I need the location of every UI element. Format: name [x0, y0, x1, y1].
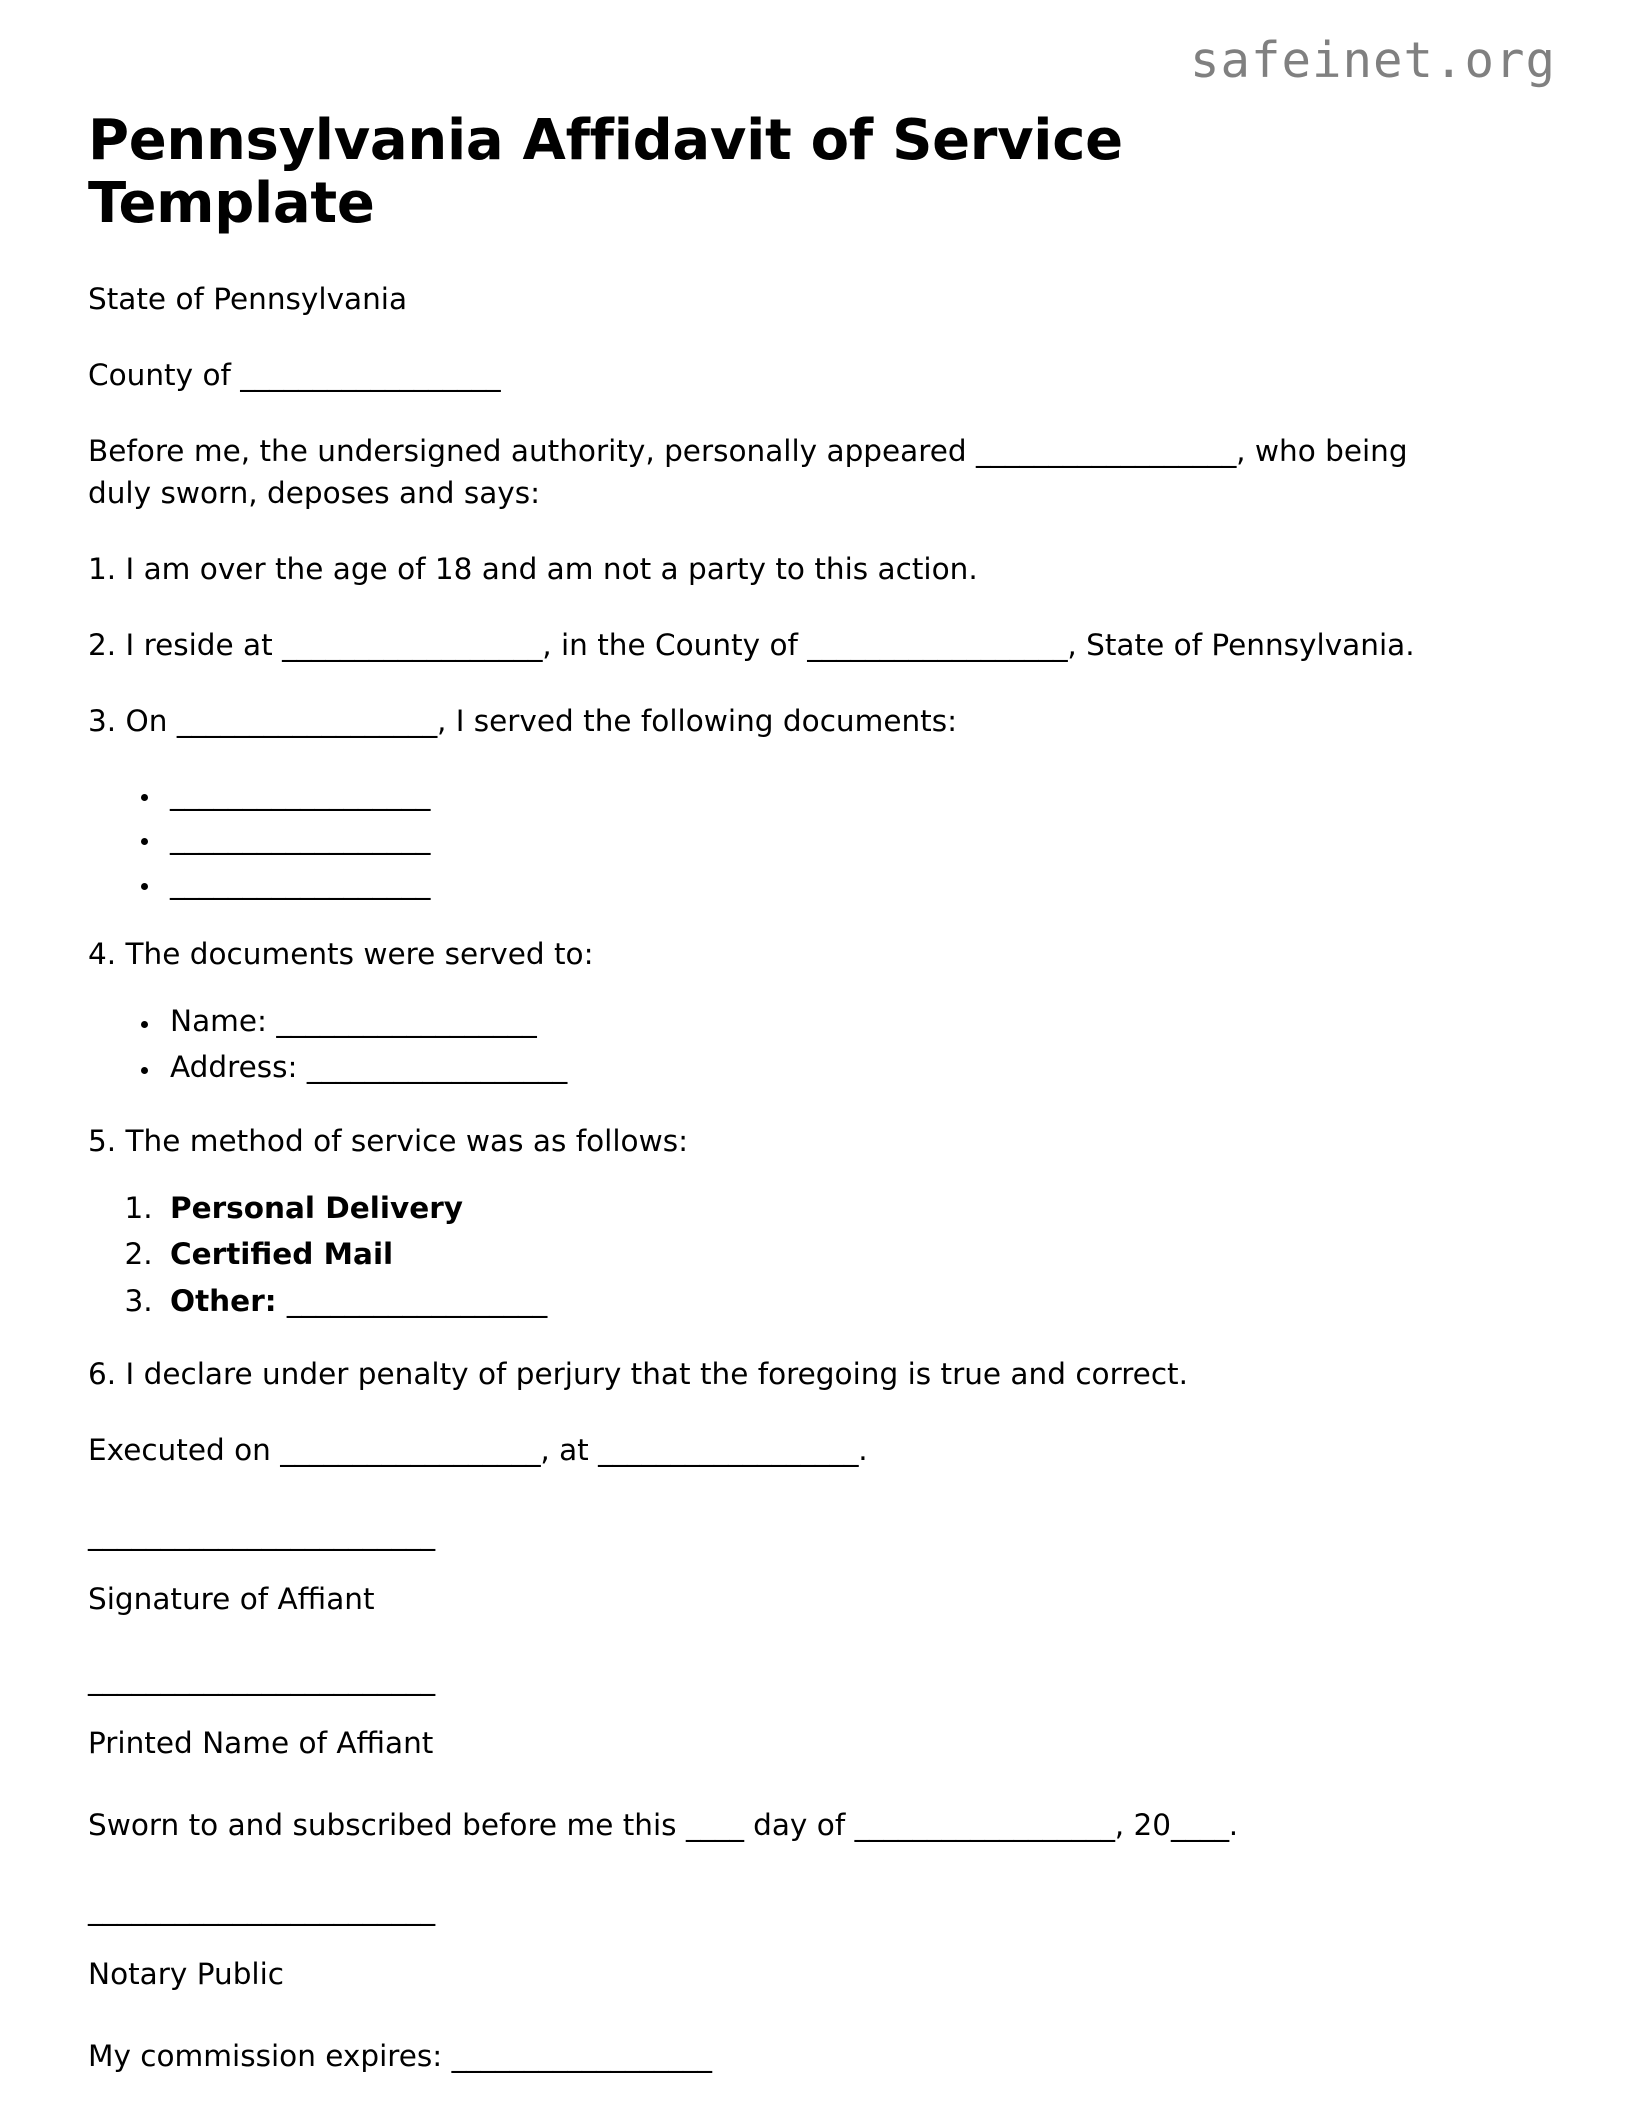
- item-6: 6. I declare under penalty of perjury that the foregoing is true and correct.: [88, 1357, 1188, 1392]
- item-2: [88, 625, 1418, 667]
- item-2-middle: , in the County of: [542, 627, 808, 662]
- method-other-label: Other:: [170, 1283, 287, 1318]
- method-personal-delivery-label: Personal Delivery: [170, 1190, 464, 1225]
- sworn-day-blank[interactable]: ____: [685, 1808, 744, 1843]
- intro-prefix: Before me, the undersigned authority, personally appeared: [88, 434, 976, 469]
- county-line: [88, 355, 1418, 397]
- page-title: Pennsylvania Affidavit of Service Template: [88, 108, 1123, 236]
- executed-place-blank[interactable]: __________________: [598, 1432, 859, 1467]
- item-3-suffix: , I served the following documents:: [436, 703, 958, 738]
- sworn-suffix: .: [1228, 1808, 1239, 1843]
- served-to-address-blank[interactable]: __________________: [306, 1050, 567, 1085]
- service-method-list: [88, 1187, 1556, 1322]
- sworn-statement-line: [88, 1805, 1418, 1847]
- item-3: [88, 701, 1418, 743]
- method-other-blank[interactable]: __________________: [286, 1283, 547, 1318]
- list-item: [162, 1000, 1556, 1042]
- commission-label: My commission expires:: [88, 2038, 452, 2073]
- spacer: [88, 1506, 1556, 1516]
- executed-line: [88, 1430, 1418, 1472]
- sworn-prefix: Sworn to and subscribed before me this: [88, 1808, 686, 1843]
- sworn-month-blank[interactable]: __________________: [854, 1808, 1115, 1843]
- item-4: 4. The documents were served to:: [88, 936, 594, 971]
- list-item[interactable]: [162, 1280, 1556, 1322]
- state-line: State of Pennsylvania: [88, 282, 408, 317]
- sworn-middle: day of: [743, 1808, 855, 1843]
- served-to-list: [88, 1000, 1556, 1089]
- executed-middle: , at: [540, 1432, 599, 1467]
- document-blank-1[interactable]: __________________: [170, 776, 431, 811]
- list-item[interactable]: [162, 1187, 1556, 1229]
- spacer: [88, 1881, 1556, 1891]
- item-5: 5. The method of service was as follows:: [88, 1123, 689, 1158]
- sworn-year-prefix: , 20: [1114, 1808, 1171, 1843]
- sworn-year-blank[interactable]: ____: [1170, 1808, 1229, 1843]
- item-1: 1. I am over the age of 18 and am not a party to this action.: [88, 551, 978, 586]
- affiant-printed-name-caption: Printed Name of Affiant: [88, 1726, 434, 1761]
- county-label: County of: [88, 358, 241, 393]
- method-certified-mail-label: Certified Mail: [170, 1237, 394, 1272]
- served-to-name-blank[interactable]: __________________: [276, 1003, 537, 1038]
- served-documents-list: [88, 773, 1556, 904]
- document-blank-2[interactable]: __________________: [170, 821, 431, 856]
- notary-signature-rule[interactable]: ________________________: [88, 1892, 435, 1927]
- executed-suffix: .: [858, 1432, 868, 1467]
- served-to-address-label: Address:: [170, 1050, 307, 1085]
- executed-date-blank[interactable]: __________________: [280, 1432, 541, 1467]
- document-body: [88, 235, 1556, 2077]
- notary-caption: Notary Public: [88, 1957, 285, 1992]
- item-2-suffix: , State of Pennsylvania.: [1067, 627, 1415, 662]
- residence-blank[interactable]: __________________: [282, 627, 543, 662]
- item-3-prefix: 3. On: [88, 703, 177, 738]
- affiant-signature-rule[interactable]: ________________________: [88, 1516, 435, 1551]
- list-item: [162, 862, 1556, 904]
- affiant-name-blank[interactable]: __________________: [976, 434, 1237, 469]
- list-item: [162, 773, 1556, 815]
- affiant-signature-caption: Signature of Affiant: [88, 1581, 375, 1616]
- executed-prefix: Executed on: [88, 1432, 281, 1467]
- list-item: [162, 817, 1556, 859]
- site-watermark: safeinet.org: [1189, 32, 1556, 89]
- intro-paragraph: [88, 431, 1418, 515]
- list-item[interactable]: [162, 1233, 1556, 1275]
- commission-expires-blank[interactable]: __________________: [451, 2038, 712, 2073]
- intro-suffix: , who being duly sworn, deposes and says:: [88, 434, 1408, 511]
- item-2-prefix: 2. I reside at: [88, 627, 283, 662]
- affiant-printed-name-rule[interactable]: ________________________: [88, 1661, 435, 1696]
- residence-county-blank[interactable]: __________________: [807, 627, 1068, 662]
- county-blank[interactable]: __________________: [240, 358, 501, 393]
- service-date-blank[interactable]: __________________: [176, 703, 437, 738]
- document-blank-3[interactable]: __________________: [170, 865, 431, 900]
- served-to-name-label: Name:: [170, 1003, 277, 1038]
- list-item: [162, 1046, 1556, 1088]
- commission-expires-line: [88, 2036, 1418, 2078]
